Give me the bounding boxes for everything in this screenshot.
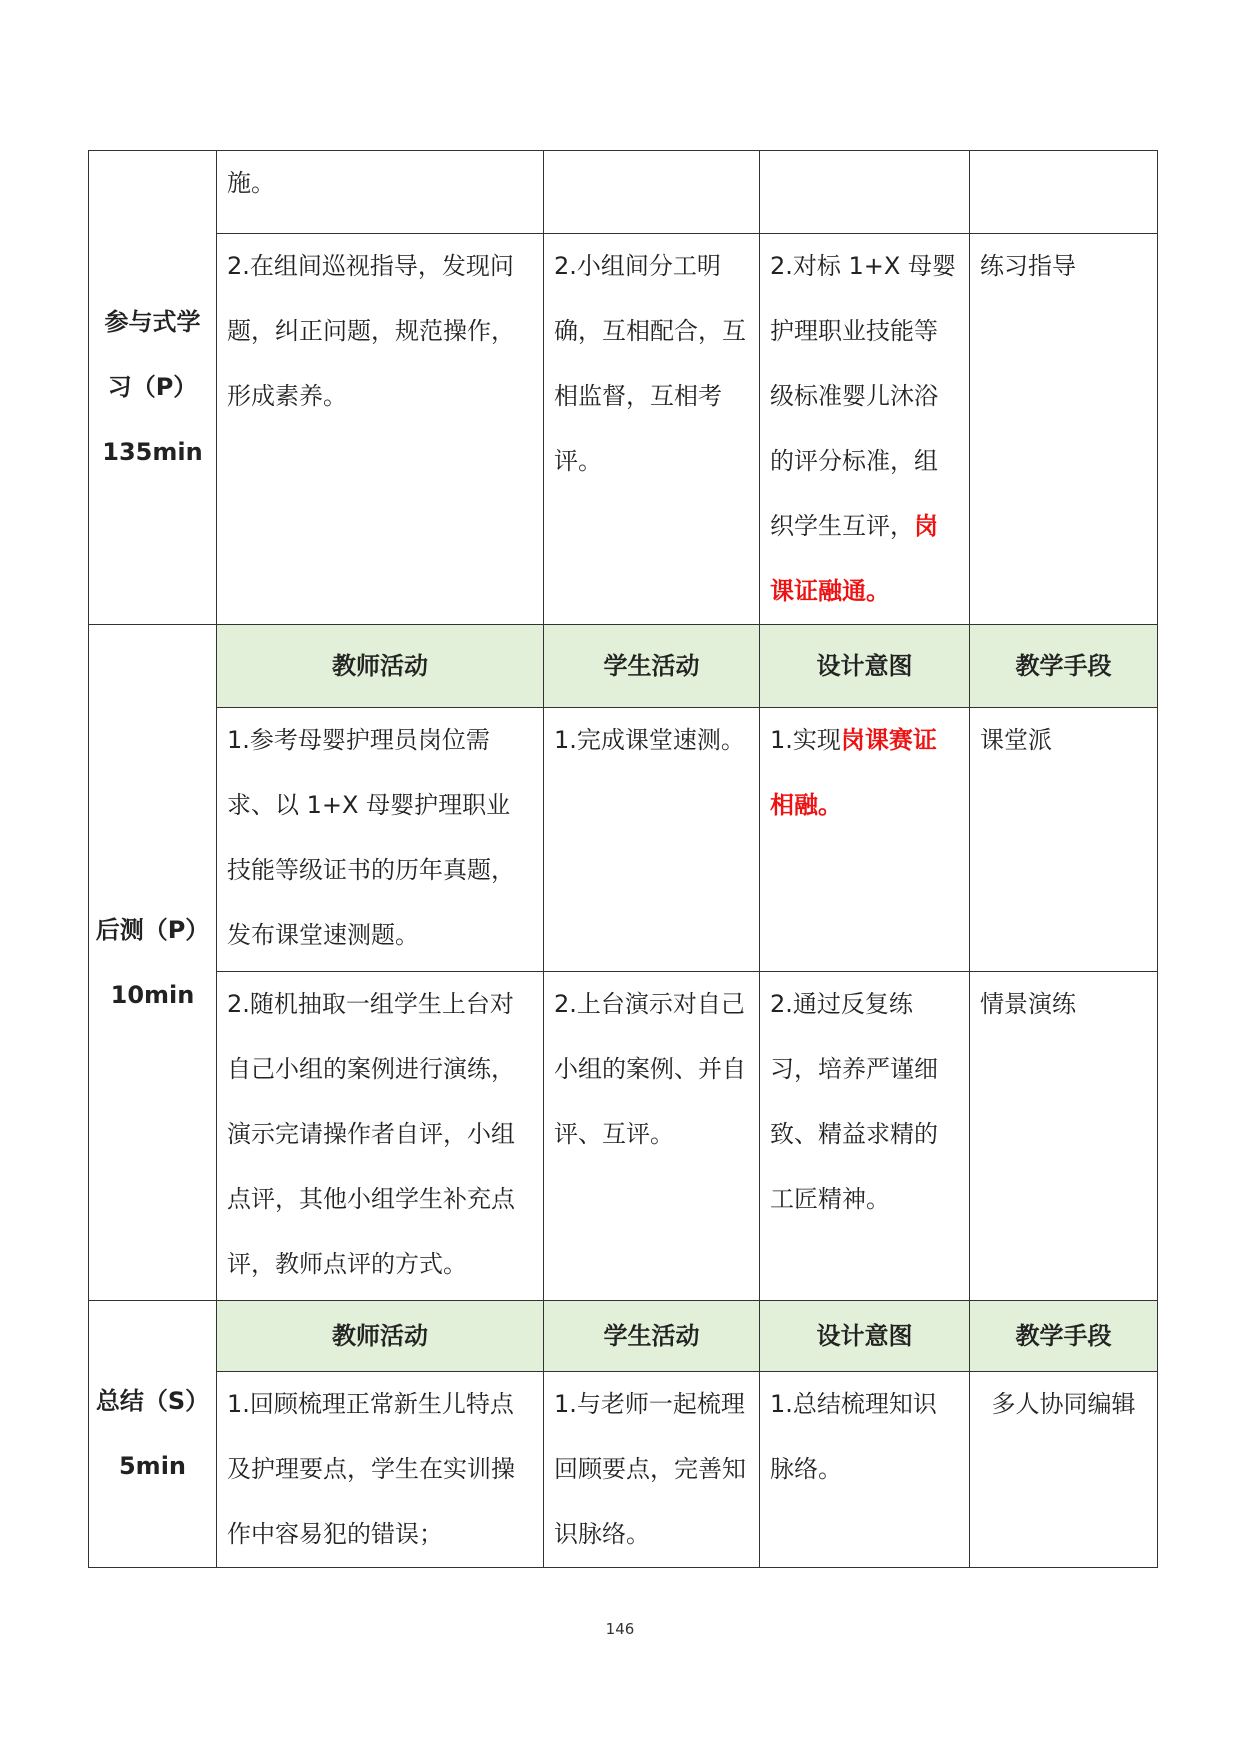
- teacher-activity-cell: 2.在组间巡视指导，发现问题，纠正问题，规范操作，形成素养。: [217, 234, 544, 625]
- header-design-intent: 设计意图: [760, 1301, 970, 1372]
- teaching-means-cell: 多人协同编辑: [970, 1372, 1158, 1568]
- teaching-means-cell: 课堂派: [970, 708, 1158, 972]
- design-intent-cell: [760, 234, 970, 625]
- lesson-plan-table: [88, 150, 1158, 1568]
- table-row: [89, 708, 1158, 972]
- teacher-activity-cell: 1.参考母婴护理员岗位需求、以 1+X 母婴护理职业技能等级证书的历年真题，发布课堂速测题。: [217, 708, 544, 972]
- header-student-activity: 学生活动: [544, 625, 760, 708]
- table-row: [89, 234, 1158, 625]
- student-activity-cell: 2.上台演示对自己小组的案例、并自评、互评。: [544, 972, 760, 1301]
- design-intent-text: 1.实现: [770, 726, 841, 754]
- teaching-means-cell: [970, 151, 1158, 234]
- stage-cell-summary: [89, 1301, 217, 1568]
- design-intent-cell: 2.通过反复练习，培养严谨细致、精益求精的工匠精神。: [760, 972, 970, 1301]
- header-teacher-activity: 教师活动: [217, 1301, 544, 1372]
- header-teacher-activity: 教师活动: [217, 625, 544, 708]
- stage-duration: 10min: [110, 980, 195, 1009]
- stage-name-line2: 习（P）: [107, 373, 198, 401]
- teacher-activity-cell: 施。: [217, 151, 544, 234]
- teaching-means-cell: 练习指导: [970, 234, 1158, 625]
- page-number: 146: [605, 1620, 635, 1638]
- highlight-text: 岗课赛证相融。: [770, 726, 937, 819]
- header-student-activity: 学生活动: [544, 1301, 760, 1372]
- stage-duration: 5min: [118, 1452, 187, 1480]
- table-row: [89, 1372, 1158, 1568]
- student-activity-cell: 1.与老师一起梳理回顾要点，完善知识脉络。: [544, 1372, 760, 1568]
- design-intent-text: 2.对标 1+X 母婴护理职业技能等级标准婴儿沐浴的评分标准，组织学生互评，: [770, 252, 956, 540]
- student-activity-cell: [544, 151, 760, 234]
- header-design-intent: 设计意图: [760, 625, 970, 708]
- header-teaching-means: 教学手段: [970, 625, 1158, 708]
- stage-name: 后测（P）: [95, 915, 210, 944]
- header-row: [89, 625, 1158, 708]
- stage-name: 总结（S）: [95, 1387, 210, 1415]
- stage-cell-participatory: [89, 151, 217, 625]
- table-row: [89, 972, 1158, 1301]
- header-row: [89, 1301, 1158, 1372]
- header-teaching-means: 教学手段: [970, 1301, 1158, 1372]
- student-activity-cell: 1.完成课堂速测。: [544, 708, 760, 972]
- stage-name-line1: 参与式学: [104, 308, 201, 336]
- table-row: [89, 151, 1158, 234]
- highlight-text: 岗课证融通。: [770, 512, 938, 605]
- design-intent-cell: 1.总结梳理知识脉络。: [760, 1372, 970, 1568]
- stage-duration: 135min: [102, 438, 203, 466]
- stage-cell-posttest: [89, 625, 217, 1301]
- design-intent-cell: [760, 151, 970, 234]
- teaching-means-cell: 情景演练: [970, 972, 1158, 1301]
- teacher-activity-cell: 2.随机抽取一组学生上台对自己小组的案例进行演练，演示完请操作者自评，小组点评，其他小组学生补充点评，教师点评的方式。: [217, 972, 544, 1301]
- design-intent-cell: [760, 708, 970, 972]
- student-activity-cell: 2.小组间分工明确，互相配合，互相监督，互相考评。: [544, 234, 760, 625]
- teacher-activity-cell: 1.回顾梳理正常新生儿特点及护理要点，学生在实训操作中容易犯的错误；: [217, 1372, 544, 1568]
